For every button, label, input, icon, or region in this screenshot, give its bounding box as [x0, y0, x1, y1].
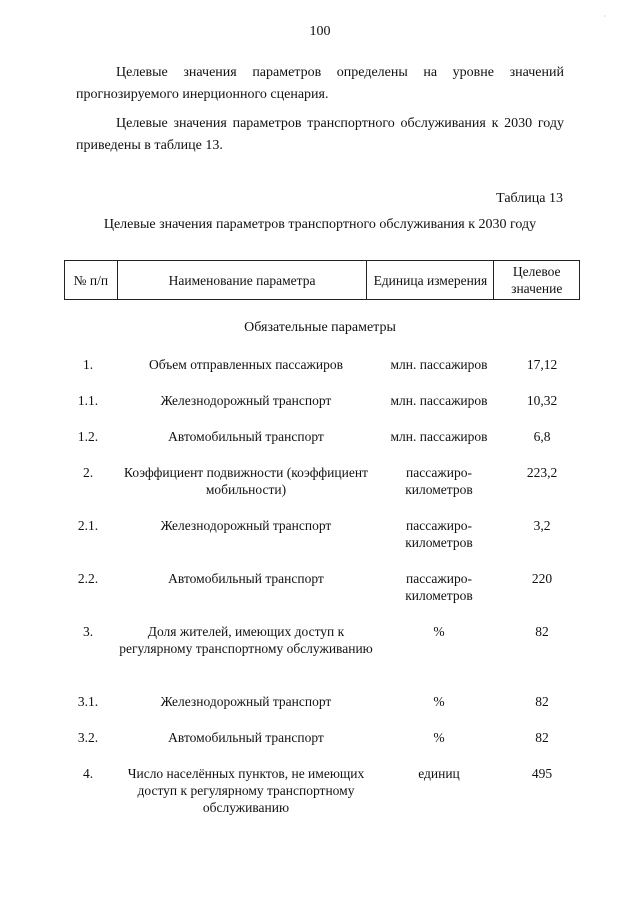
row-unit: %: [433, 624, 445, 639]
row-unit: млн. пассажиров: [390, 357, 488, 372]
row-number: 4.: [82, 766, 94, 781]
row-name: Число населённых пунктов, не имеющих доступ к регулярному транспортному обслуживанию: [127, 766, 365, 815]
row-number: 3.1.: [77, 694, 99, 709]
row-number: 3.: [82, 624, 94, 639]
scan-mark: ·: [603, 12, 606, 21]
row-name: Железнодорожный транспорт: [160, 694, 332, 709]
row-value: 82: [535, 730, 549, 745]
row-name: Коэффициент подвижности (коэффициент мобильности): [124, 465, 368, 497]
row-value: 3,2: [533, 518, 551, 533]
row-unit: пассажиро-километров: [405, 465, 473, 497]
row-number: 3.2.: [77, 730, 99, 745]
row-number: 2.2.: [77, 571, 99, 586]
row-number: 1.2.: [77, 429, 99, 444]
intro-paragraph-1: [76, 62, 564, 106]
row-unit: млн. пассажиров: [390, 429, 488, 444]
row-unit: %: [433, 730, 445, 745]
table-header: [64, 260, 580, 300]
row-value: 6,8: [533, 429, 551, 444]
row-value: 82: [535, 624, 549, 639]
row-value: 223,2: [526, 465, 558, 480]
row-name: Железнодорожный транспорт: [160, 518, 332, 533]
table-header-row: [65, 261, 580, 300]
section-title: Обязательные параметры: [244, 320, 396, 335]
row-name: Объем отправленных пассажиров: [149, 357, 343, 372]
row-value: 220: [531, 571, 553, 586]
row-name: Автомобильный транспорт: [168, 429, 324, 444]
row-value: 17,12: [526, 357, 558, 372]
row-number: 1.1.: [77, 393, 99, 408]
header-num: № п/п: [65, 261, 118, 300]
row-value: 82: [535, 694, 549, 709]
intro-paragraph-1-text: Целевые значения параметров определены на уровне значений прогнозируемого инерционного сценария.: [76, 65, 564, 102]
row-unit: пассажиро-километров: [405, 571, 473, 603]
row-number: 2.: [82, 465, 94, 480]
row-name: Железнодорожный транспорт: [160, 393, 332, 408]
row-unit: млн. пассажиров: [390, 393, 488, 408]
row-number: 1.: [82, 357, 94, 372]
row-name: Автомобильный транспорт: [168, 730, 324, 745]
intro-paragraph-2-text: Целевые значения параметров транспортного обслуживания к 2030 году приведены в таблице 13.: [76, 116, 564, 153]
row-unit: пассажиро-километров: [405, 518, 473, 550]
header-unit: Единица измерения: [367, 261, 494, 300]
header-value: Целевое значение: [494, 261, 580, 300]
row-unit: %: [433, 694, 445, 709]
table-title: Целевые значения параметров транспортного обслуживания к 2030 году: [103, 217, 537, 232]
header-name: Наименование параметра: [117, 261, 367, 300]
page-number: 100: [309, 24, 331, 39]
row-name: Автомобильный транспорт: [168, 571, 324, 586]
row-name: Доля жителей, имеющих доступ к регулярному транспортному обслуживанию: [119, 624, 373, 656]
row-unit: единиц: [418, 766, 460, 781]
intro-paragraph-2: [76, 113, 564, 157]
table-label: Таблица 13: [496, 191, 563, 206]
row-number: 2.1.: [77, 518, 99, 533]
row-value: 10,32: [526, 393, 558, 408]
row-value: 495: [531, 766, 553, 781]
